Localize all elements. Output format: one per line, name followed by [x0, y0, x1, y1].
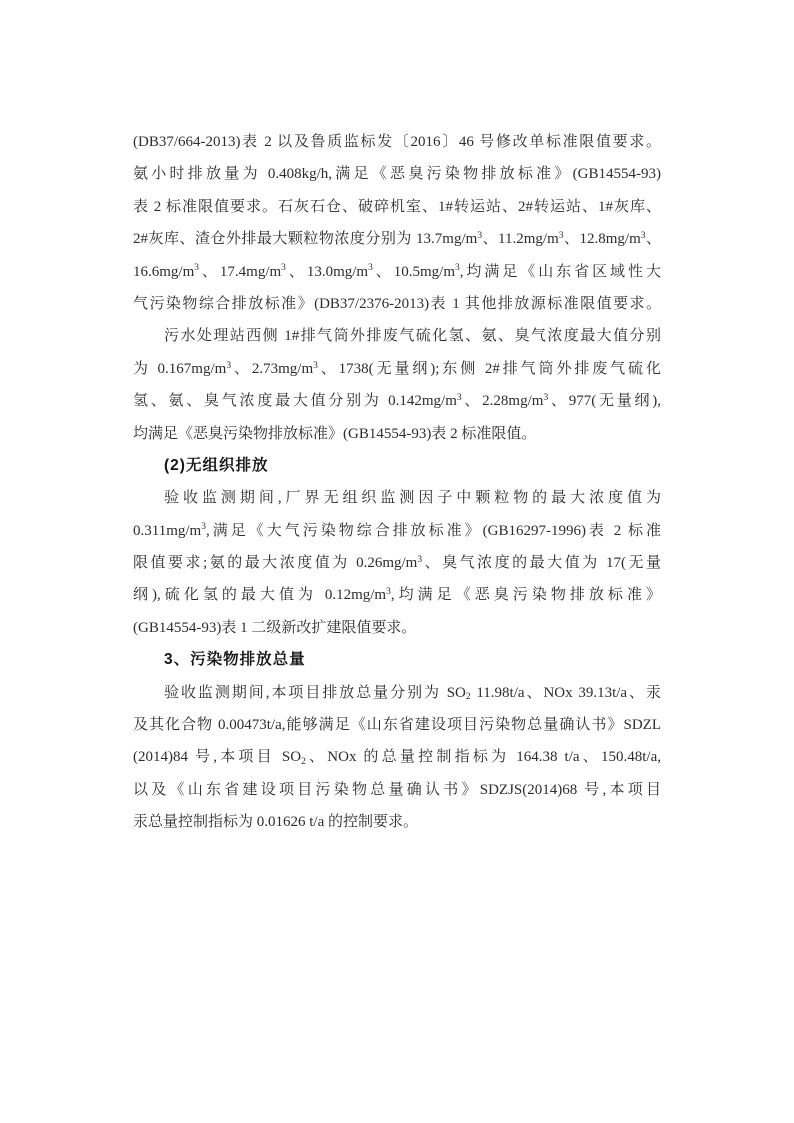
- superscript: 3: [226, 360, 232, 371]
- superscript: 3: [281, 263, 286, 274]
- body-line: 以及《山东省建设项目污染物总量确认书》SDZJS(2014)68 号,本项目: [133, 781, 661, 798]
- section-heading-unorganized-emissions: (2)无组织排放: [164, 456, 269, 474]
- body-line: 纲),硫化氢的最大值为 $0.12mg/m^3$,均满足《恶臭污染物排放标准》: [133, 587, 661, 604]
- superscript: 3: [640, 230, 646, 241]
- subscript: 2: [301, 756, 306, 767]
- subscript: 2: [465, 692, 471, 703]
- superscript: 3: [477, 230, 483, 241]
- body-line: 氢、氨、臭气浓度最大值分别为 $0.142mg/m^3$、$2.28mg/m^3$、977(无量纲),: [133, 392, 661, 410]
- body-line: 限值要求;氨的最大浓度值为 $0.26mg/m^3$、臭气浓度的最大值为 17(无量: [133, 554, 661, 572]
- document-body: [133, 126, 661, 839]
- body-line: 氨小时排放量为 0.408kg/h,满足《恶臭污染物排放标准》(GB14554-93): [133, 166, 661, 183]
- superscript: 3: [201, 522, 206, 533]
- body-line: 汞总量控制指标为 0.01626 t/a 的控制要求。: [133, 814, 418, 831]
- body-line: $16.6mg/m^3$、$17.4mg/m^3$、$13.0mg/m^3$、$10.5mg/m^3$,均满足《山东省区域性大: [133, 263, 661, 280]
- body-line: 2#灰库、渣仓外排最大颗粒物浓度分别为 $13.7mg/m^3$、$11.2mg/m^3$、$12.8mg/m^3$、: [133, 230, 661, 248]
- body-line: (DB37/664-2013)表 2 以及鲁质监标发〔2016〕46 号修改单标准限值要求。: [133, 134, 661, 150]
- body-line: $0.311mg/m^3$,满足《大气污染物综合排放标准》(GB16297-1996)表 2 标准: [133, 522, 661, 539]
- superscript: 3: [368, 263, 373, 274]
- body-line: (GB14554-93)表 1 二级新改扩建限值要求。: [133, 619, 417, 636]
- body-line: (2014)84 号,本项目 $SO_2$、NOx 的总量控制指标为 164.38 t/a、150.48t/a,: [133, 749, 661, 767]
- section-heading-total-emissions: 3、污染物排放总量: [164, 651, 306, 669]
- body-line: 验收监测期间,厂界无组织监测因子中颗粒物的最大浓度值为: [164, 490, 661, 507]
- superscript: 3: [386, 587, 391, 598]
- body-line: 气污染物综合排放标准》(DB37/2376-2013)表 1 其他排放源标准限值要求。: [133, 295, 661, 312]
- superscript: 3: [454, 263, 460, 274]
- superscript: 3: [558, 230, 564, 241]
- superscript: 3: [194, 263, 200, 274]
- superscript: 3: [456, 392, 462, 403]
- body-line: 表 2 标准限值要求。石灰石仓、破碎机室、1#转运站、2#转运站、1#灰库、: [133, 198, 661, 215]
- body-line: 及其化合物 0.00473t/a,能够满足《山东省建设项目污染物总量确认书》SDZL: [133, 717, 661, 734]
- body-line: 验收监测期间,本项目排放总量分别为 $SO_2$ 11.98t/a、NOx 39.13t/a、汞: [164, 684, 661, 703]
- body-line: 污水处理站西侧 1#排气筒外排废气硫化氢、氨、臭气浓度最大值分别: [164, 328, 661, 345]
- superscript: 3: [313, 360, 318, 371]
- superscript: 3: [417, 554, 423, 565]
- body-line: 均满足《恶臭污染物排放标准》(GB14554-93)表 2 标准限值。: [133, 425, 537, 442]
- superscript: 3: [543, 392, 549, 403]
- body-line: 为 $0.167mg/m^3$、$2.73mg/m^3$、1738(无量纲);东侧 2#排气筒外排废气硫化: [133, 360, 661, 377]
